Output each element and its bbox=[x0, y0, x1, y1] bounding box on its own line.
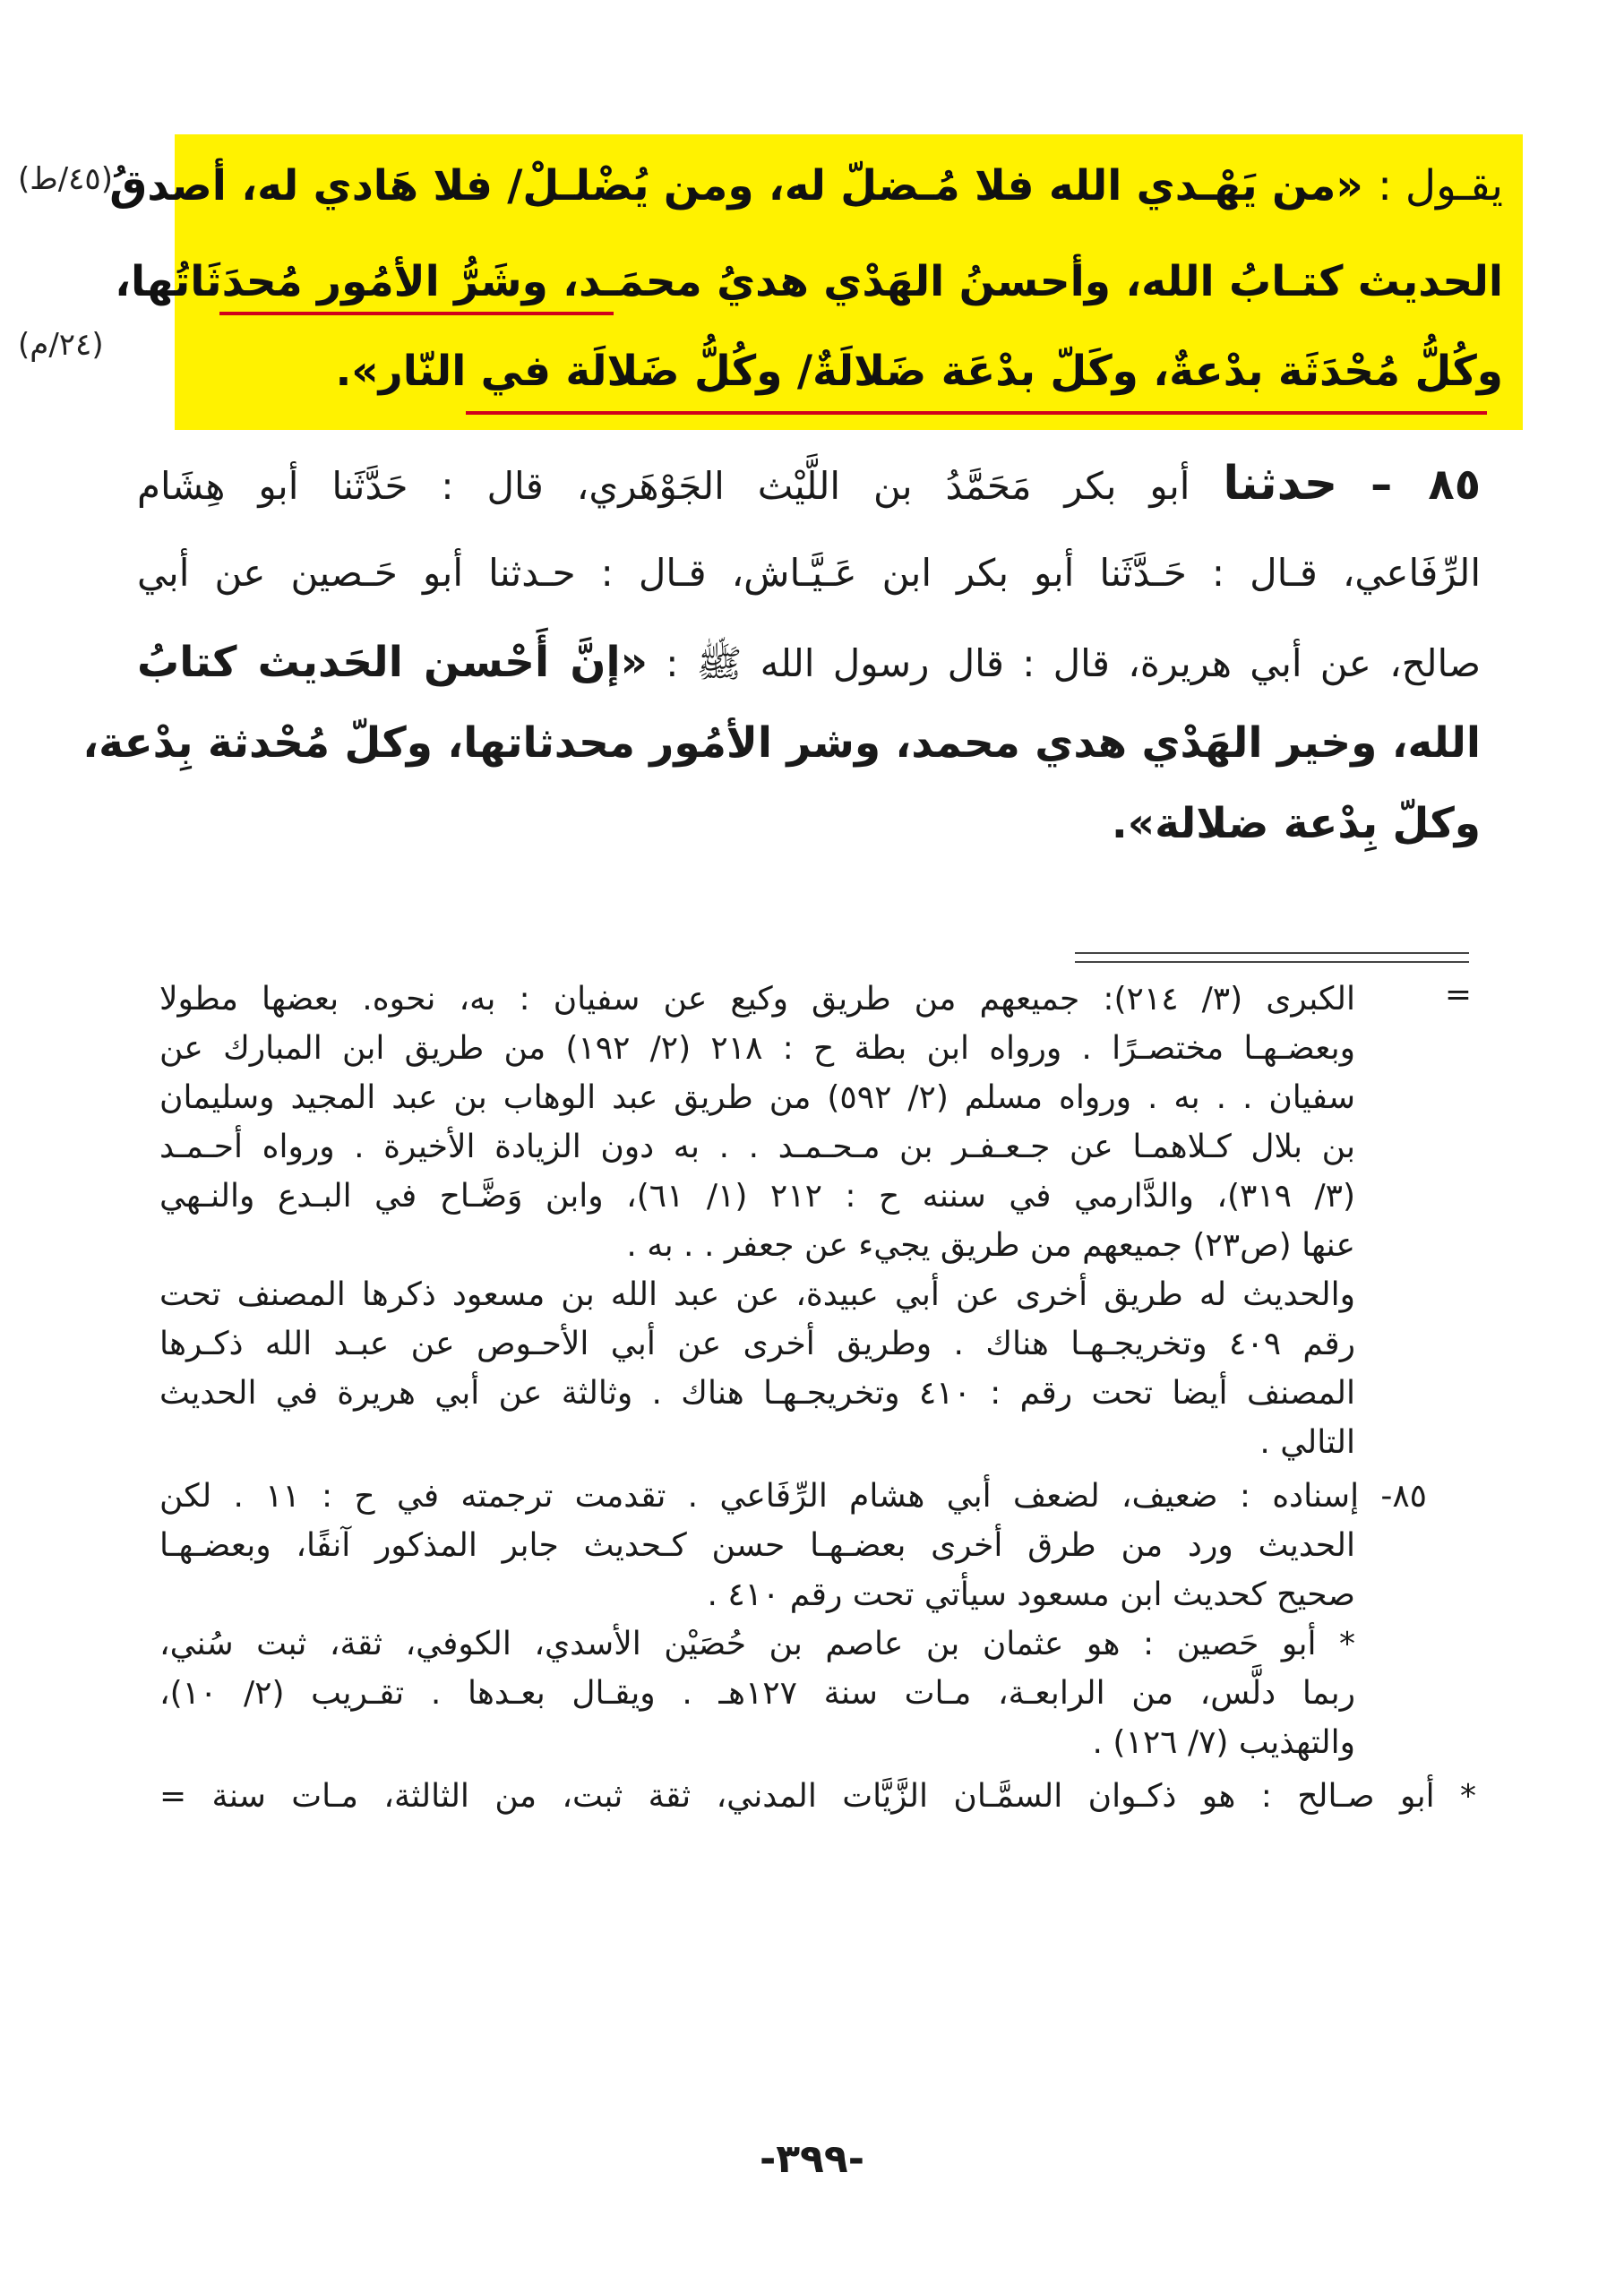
hadith-line-3-bold: «إنَّ أَحْسن الحَديث كتابُ bbox=[137, 638, 648, 687]
footnote-line: * أبو صـالح : هو ذكـوان السمَّـان الزَّيَّات المدني، ثقة ثبت، من الثالثة، مـات سنة = bbox=[159, 1778, 1476, 1815]
red-underline-1 bbox=[219, 312, 614, 315]
footnote-line: ٨٥- إسناده : ضعيف، لضعف أبي هشام الرِّفَاعي . تقدمت ترجمته في ح : ١١ . لكن bbox=[159, 1478, 1427, 1515]
highlight-line-1 bbox=[109, 159, 1503, 213]
hadith-line-3 bbox=[137, 636, 1481, 691]
highlight-intro: يقـول : bbox=[1378, 161, 1503, 210]
haddathana-word: حدثنا bbox=[1223, 457, 1338, 511]
footnote-line: وبعضـهـا مختصـرًا . ورواه ابن بطة ح : ٢١٨ (٢/ ١٩٢) من طريق ابن المبارك عن bbox=[159, 1030, 1355, 1067]
footnote-line: سفيان . . به . ورواه مسلم (٢/ ٥٩٢) من طريق عبد الوهاب بن عبد المجيد وسليمان bbox=[159, 1079, 1355, 1116]
footnote-continuation-mark: = bbox=[1444, 976, 1472, 1013]
footnote-line: عنها (ص٢٣) جميعهم من طريق يجيء عن جعفر . . به . bbox=[626, 1227, 1355, 1264]
footnote-line: والتهذيب (٧/ ١٢٦) . bbox=[1092, 1724, 1355, 1761]
hadith-number: ٨٥ – bbox=[1371, 459, 1482, 510]
hadith-line-2: الرِّفَاعي، قـال : حَـدَّثَنا أبو بكر ابن عَـيَّـاش، قـال : حـدثنا أبو حَـصين عن أبي bbox=[137, 551, 1481, 595]
footnote-line: ربما دلَّس، من الرابعـة، مـات سنة ١٢٧هـ . ويقـال بعـدها . تقـريب (٢/ ١٠)، bbox=[159, 1675, 1356, 1712]
footnote-line: الكبرى (٣/ ٢١٤): جميعهم من طريق وكيع عن سفيان : به، نحوه. بعضها مطولا bbox=[159, 981, 1356, 1018]
footnote-line: والحديث له طريق أخرى عن أبي عبيدة، عن عبد الله بن مسعود ذكرها المصنف تحت bbox=[159, 1276, 1355, 1313]
footnote-line: رقم ٤٠٩ وتخريجـهـا هناك . وطريق أخرى عن أبي الأحـوص عن عبـد الله ذكـرها bbox=[159, 1326, 1355, 1362]
margin-reference-ta: (٤٥/ط) bbox=[18, 161, 113, 197]
footnote-line: الحديث ورد من طرق أخرى بعضـهـا حسن كـحديث جابر المذكور آنفًا، وبعضـهـا bbox=[159, 1527, 1355, 1564]
page-number: -٣٩٩- bbox=[759, 2136, 865, 2182]
footnote-separator-top bbox=[1075, 952, 1469, 954]
hadith-line-5: وكلّ بِدْعة ضلالة». bbox=[1111, 799, 1481, 848]
footnote-line: صحيح كحديث ابن مسعود سيأتي تحت رقم ٤١٠ . bbox=[707, 1576, 1355, 1613]
highlight-line-2: الحديث كتـابُ الله، وأحسنُ الهَدْي هديُ محمَـد، وشَرُّ الأمُور مُحدَثَاتُها، bbox=[115, 257, 1503, 306]
footnote-line: المصنف أيضا تحت رقم : ٤١٠ وتخريجـهـا هناك . وثالثة عن أبي هريرة في الحديث bbox=[159, 1375, 1355, 1412]
hadith-line-1 bbox=[137, 457, 1481, 513]
hadith-line-3-plain: صالح، عن أبي هريرة، قال : قال رسول الله ﷺ : bbox=[666, 641, 1481, 685]
margin-reference-mim: (٢٤/م) bbox=[18, 327, 104, 363]
highlight-line-3: وكُلُّ مُحْدَثَة بدْعةٌ، وكَلّ بدْعَة ضَلالَةٌ/ وكُلُّ ضَلالَة في النّار». bbox=[335, 347, 1503, 396]
footnote-line: (٣/ ٣١٩)، والدَّارمي في سننه ح : ٢١٢ (١/ ٦١)، وابن وَضَّـاح في البـدع والنـهي bbox=[159, 1178, 1355, 1215]
footnote-line: التالي . bbox=[1259, 1424, 1355, 1461]
hadith-line-1-rest: أبو بكر مَحَمَّدُ بن اللَّيْث الجَوْهَري، قال : حَدَّثَنا أبو هِشَام bbox=[137, 464, 1190, 508]
red-underline-2 bbox=[466, 411, 1487, 415]
footnote-line: * أبو حَصين : هو عثمان بن عاصم بن حُصَيْن الأسدي، الكوفي، ثقة، ثبت سُني، bbox=[159, 1626, 1355, 1662]
footnote-line: بن بلال كـلاهمـا عن جـعـفـر بن مـحـمـد . . به دون الزيادة الأخيرة . ورواه أحـمـد bbox=[159, 1129, 1355, 1165]
footnote-separator-bottom bbox=[1075, 961, 1469, 963]
highlight-line-1-text: «من يَهْـدي الله فلا مُـضلّ له، ومن يُضْلـلْ/ فلا هَادي له، أصدقُ bbox=[109, 161, 1363, 210]
hadith-line-4: الله، وخير الهَدْي هدي محمد، وشر الأمُور محدثاتها، وكلّ مُحْدثة بِدْعة، bbox=[82, 718, 1481, 768]
